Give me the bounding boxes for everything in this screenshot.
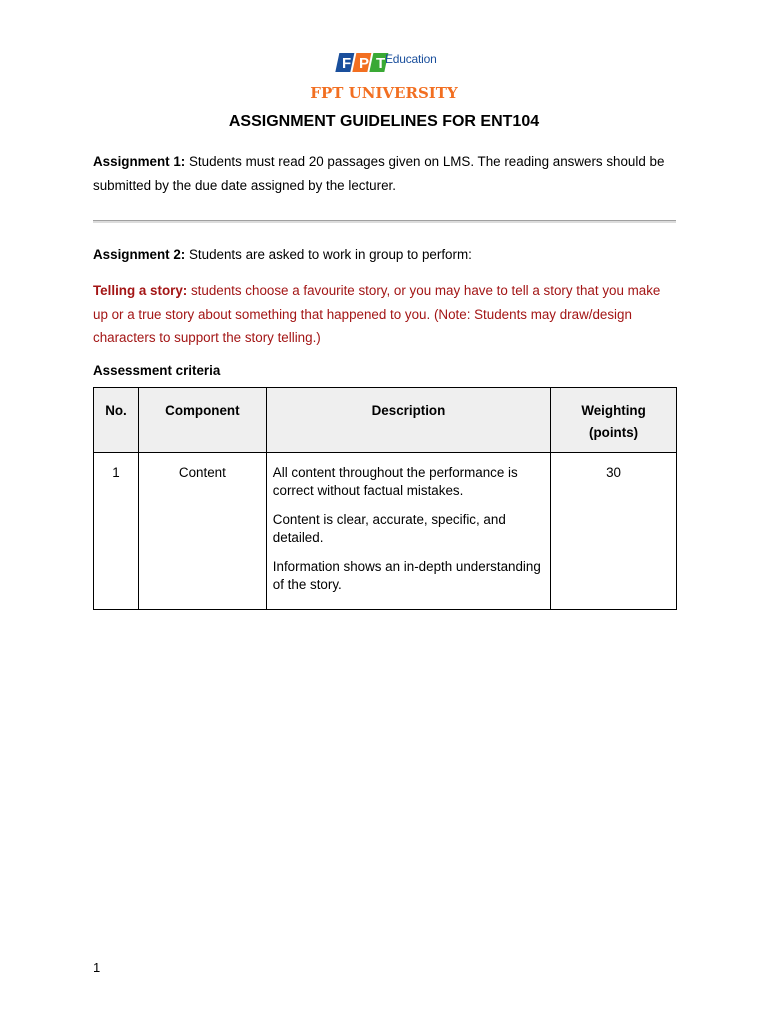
header-component: Component [138,388,266,453]
assessment-table [93,387,677,610]
story-paragraph [93,279,673,350]
story-label: Telling a story: [93,283,188,298]
logo-education-text: Education [385,52,437,66]
description-line: Information shows an in-depth understanding of the story. [272,559,541,592]
assignment-2-text: Students are asked to work in group to perform: [185,247,472,262]
cell-no: 1 [94,453,139,610]
assignment-1-paragraph [93,150,693,197]
cell-description [266,453,550,610]
svg-text:F: F [342,55,352,72]
story-text: students choose a favourite story, or you may have to tell a story that you make up or a true story about something that happened to you. (Note: Students may draw/design characters to support the story telling.) [93,283,661,345]
assignment-1-text: Students must read 20 passages given on LMS. The reading answers should be submitted by the due date assigned by the lecturer. [93,154,665,193]
university-name: FPT UNIVERSITY [310,84,458,102]
criteria-heading: Assessment criteria [93,363,221,378]
assignment-2-label: Assignment 2: [93,247,186,262]
table-row [94,453,677,610]
table-header-row [94,388,677,453]
page-title: ASSIGNMENT GUIDELINES FOR ENT104 [228,113,540,130]
header-weighting: Weighting (points) [551,388,677,453]
svg-text:P: P [359,55,370,72]
assignment-1-label: Assignment 1: [93,154,186,169]
section-divider [93,220,676,223]
header-no: No. [94,388,139,453]
header-description: Description [266,388,550,453]
page-number: 1 [93,960,101,975]
assignment-2-paragraph [93,243,693,267]
cell-weighting: 30 [551,453,677,610]
description-line: All content throughout the performance is correct without factual mistakes. [272,465,518,498]
svg-text:T: T [376,55,386,72]
cell-component: Content [138,453,266,610]
description-line: Content is clear, accurate, specific, and detailed. [272,512,506,545]
